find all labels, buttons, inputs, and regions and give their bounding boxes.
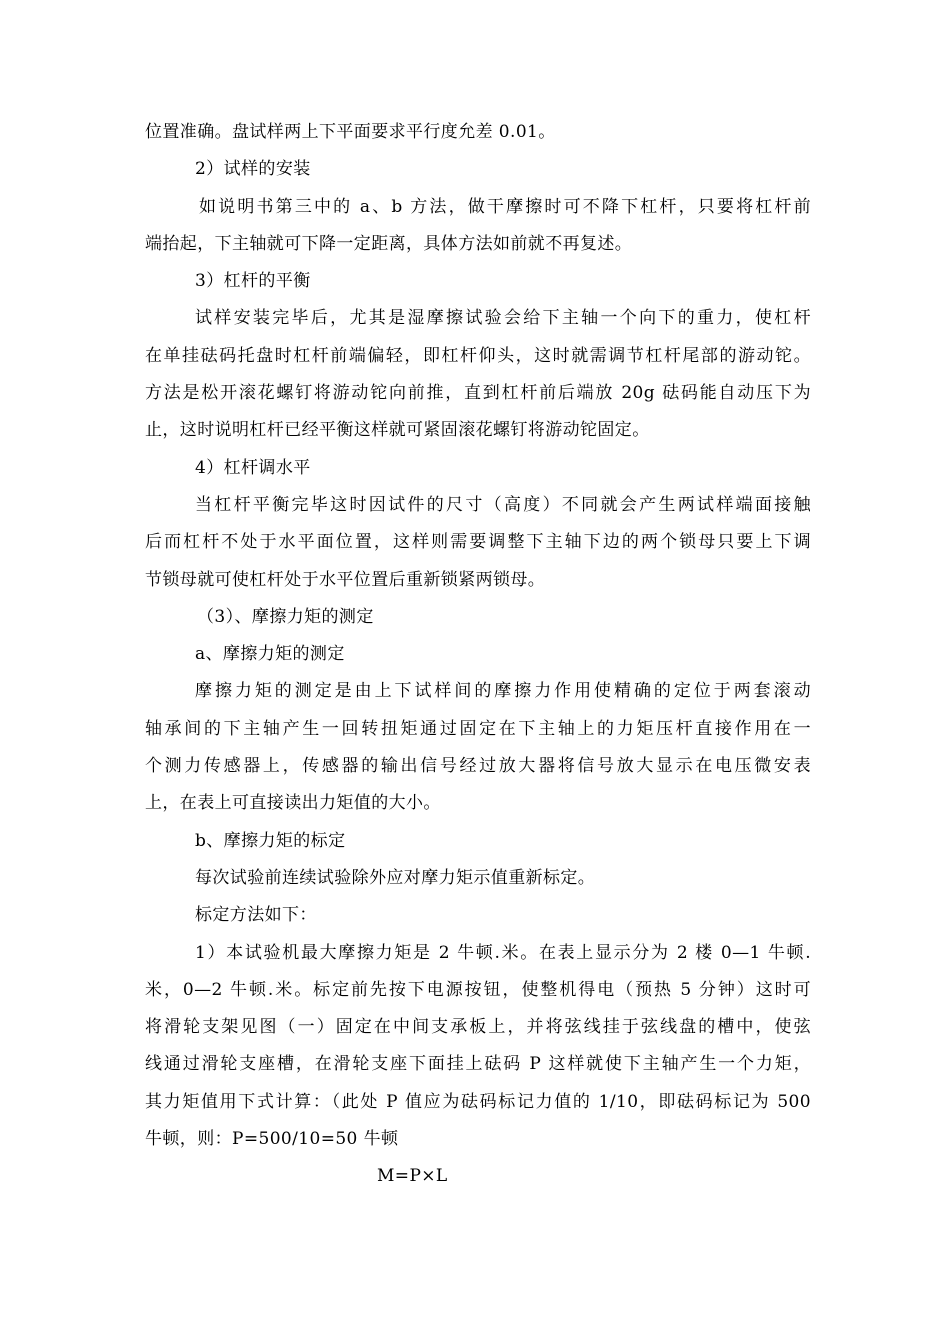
paragraph-line: 试样安装完毕后，尤其是湿摩擦试验会给下主轴一个向下的重力，使杠杆 [195,308,811,329]
paragraph-line: 上，在表上可直接读出力矩值的大小。 [145,793,441,814]
paragraph-line: 轴承间的下主轴产生一回转扭矩通过固定在下主轴上的力矩压杆直接作用在一 [145,718,811,739]
paragraph-line: 方法是松开滚花螺钉将游动铊向前推，直到杠杆前后端放 20g 砝码能自动压下为 [145,383,811,404]
paragraph-line: 摩擦力矩的测定是由上下试样间的摩擦力作用使精确的定位于两套滚动 [195,681,811,702]
paragraph-line: 米，0—2 牛顿.米。标定前先按下电源按钮，使整机得电（预热 5 分钟）这时可 [145,979,811,1000]
subsection-heading-torque-measurement: a、摩擦力矩的测定 [195,644,345,665]
paragraph-line: 牛顿，则：P=500/10=50 牛顿 [145,1129,399,1150]
section-heading-friction-torque: （3）、摩擦力矩的测定 [197,606,374,627]
paragraph-line: 止，这时说明杠杆已经平衡这样就可紧固滚花螺钉将游动铊固定。 [145,420,650,441]
paragraph-line: 标定方法如下： [195,905,317,926]
section-heading-lever-balance: 3）杠杆的平衡 [195,271,311,292]
paragraph-line: 在单挂砝码托盘时杠杆前端偏轻，即杠杆仰头，这时就需调节杠杆尾部的游动铊。 [145,345,811,366]
formula: M=P×L [377,1166,448,1187]
paragraph-line: 将滑轮支架见图（一）固定在中间支承板上，并将弦线挂于弦线盘的槽中，使弦 [145,1017,811,1038]
paragraph-line: 如说明书第三中的 a、b 方法，做干摩擦时可不降下杠杆，只要将杠杆前 [199,196,811,217]
paragraph-line: 端抬起，下主轴就可下降一定距离，具体方法如前就不再复述。 [145,233,633,254]
paragraph-line: 当杠杆平衡完毕这时因试件的尺寸（高度）不同就会产生两试样端面接触 [195,494,811,515]
document-body [145,114,811,1196]
paragraph-line: 后而杠杆不处于水平面位置，这样则需要调整下主轴下边的两个锁母只要上下调 [145,532,811,553]
paragraph-line: 节锁母就可使杠杆处于水平位置后重新锁紧两锁母。 [145,569,546,590]
section-heading-lever-level: 4）杠杆调水平 [195,457,311,478]
section-heading-sample-installation: 2）试样的安装 [195,159,311,180]
paragraph-line: 个测力传感器上，传感器的输出信号经过放大器将信号放大显示在电压微安表 [145,756,811,777]
paragraph-line: 位置准确。盘试样两上下平面要求平行度允差 0.01。 [145,122,556,142]
paragraph-line: 1）本试验机最大摩擦力矩是 2 牛顿.米。在表上显示分为 2 楼 0—1 牛顿. [195,942,811,963]
subsection-heading-torque-calibration: b、摩擦力矩的标定 [195,830,346,851]
paragraph-line: 每次试验前连续试验除外应对摩力矩示值重新标定。 [195,867,596,888]
paragraph-line: 线通过滑轮支座槽，在滑轮支座下面挂上砝码 P 这样就使下主轴产生一个力矩， [145,1054,811,1075]
paragraph-line: 其力矩值用下式计算：（此处 P 值应为砝码标记力值的 1/10，即砝码标记为 500 [145,1091,811,1112]
